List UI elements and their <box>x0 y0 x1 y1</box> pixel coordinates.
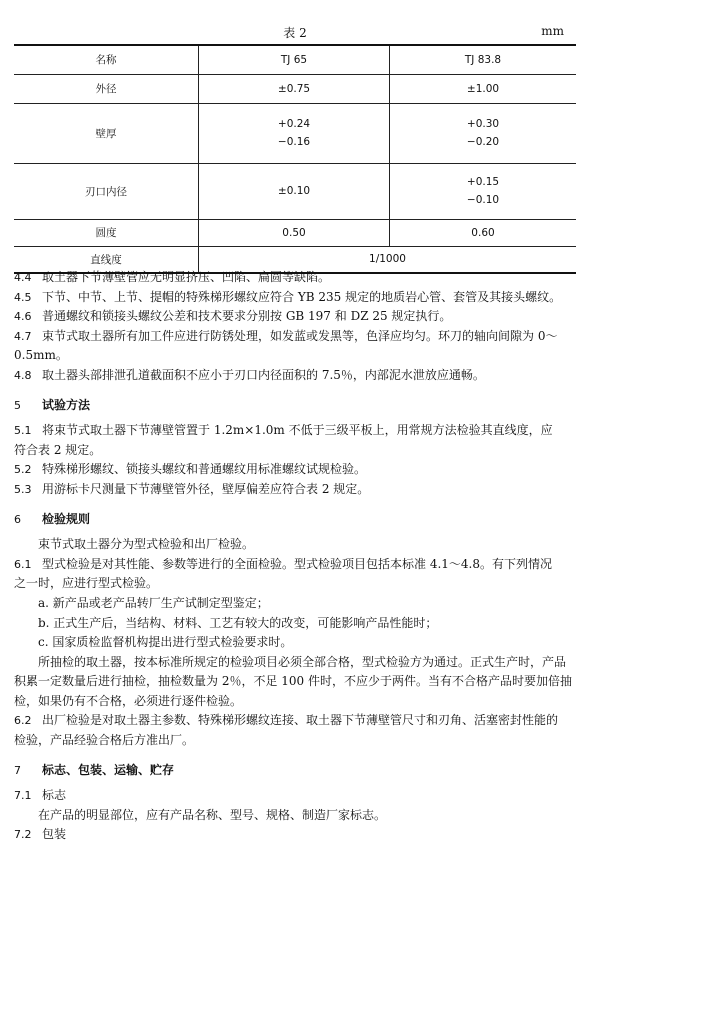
header-tj65: TJ 65 <box>199 45 390 74</box>
table-row <box>14 74 576 103</box>
cell-value: ±1.00 <box>390 74 577 103</box>
clause-number: 4.4 <box>14 271 32 284</box>
section-heading <box>14 510 580 530</box>
table-row <box>14 163 576 219</box>
row-name: 直线度 <box>14 246 199 273</box>
table-caption <box>14 24 576 42</box>
cell-value <box>199 103 390 163</box>
table-row <box>14 103 576 163</box>
clause-number: 5.2 <box>14 463 32 477</box>
upper-deviation: +0.30 <box>466 118 500 130</box>
clause-number: 7.2 <box>14 828 32 842</box>
clause <box>14 711 580 731</box>
clause <box>14 366 580 386</box>
header-name: 名称 <box>14 45 199 74</box>
paragraph-line: 积累一定数量后进行抽检，抽检数量为 2％，不足 100 件时，不应少于两件。当有不合格产品时要加倍抽 <box>14 674 572 689</box>
clause-text: 用游标卡尺测量下节薄壁管外径，壁厚偏差应符合表 2 规定。 <box>42 481 370 496</box>
clause-continuation: 检验，产品经验合格后方准出厂。 <box>14 733 195 748</box>
clause-number: 6.2 <box>14 714 32 728</box>
clause-text: 出厂检验是对取土器主参数、特殊梯形螺纹连接、取土器下节薄壁管尺寸和刃角、活塞密封性能的 <box>42 713 559 728</box>
row-name: 圆度 <box>14 219 199 246</box>
list-item: a. 新产品或老产品转厂生产试制定型鉴定； <box>38 595 269 610</box>
paragraph-line: 检，如果仍有不合格，必须进行逐件检验。 <box>14 693 243 708</box>
clause-number: 5.3 <box>14 482 32 496</box>
row-name: 刃口内径 <box>14 163 199 219</box>
section-title: 标志、包装、运输、贮存 <box>42 762 175 777</box>
clause <box>14 268 580 288</box>
clause <box>14 480 580 500</box>
clause-text: 束节式取土器所有加工件应进行防锈处理，如发蓝或发黑等，色泽应均匀。环刀的轴向间隙为 0～ <box>42 328 558 343</box>
document-body <box>14 268 580 845</box>
clause-number: 4.5 <box>14 290 32 304</box>
paragraph-line: 所抽检的取土器，按本标准所规定的检验项目必须全部合格，型式检验方为通过。正式生产时，产品 <box>38 654 567 669</box>
cell-value: 0.50 <box>199 219 390 246</box>
clause-title: 包装 <box>42 827 67 842</box>
upper-deviation: +0.15 <box>466 176 500 188</box>
clause-continuation: 之一时，应进行型式检验。 <box>14 576 159 591</box>
clause <box>14 460 580 480</box>
cell-value <box>390 163 577 219</box>
row-name: 壁厚 <box>14 103 199 163</box>
clause-text: 普通螺纹和锁接头螺纹公差和技术要求分别按 GB 197 和 DZ 25 规定执行。 <box>42 309 452 324</box>
clause-number: 7.1 <box>14 789 32 803</box>
cell-merged-value: 1/1000 <box>199 246 577 273</box>
header-tj838: TJ 83.8 <box>390 45 577 74</box>
clause <box>14 421 580 441</box>
table-title: 表 2 <box>283 26 307 40</box>
section-number: 7 <box>14 763 21 777</box>
cell-value <box>390 103 577 163</box>
clause-title: 标志 <box>42 788 67 803</box>
lower-deviation: −0.10 <box>466 194 500 206</box>
clause-text: 将束节式取土器下节薄壁管置于 1.2m×1.0m 不低于三级平板上，用常规方法检验其直线度，应 <box>42 423 553 438</box>
section-title: 试验方法 <box>42 397 91 412</box>
table-header-row <box>14 45 576 74</box>
lower-deviation: −0.20 <box>466 136 500 148</box>
cell-value: ±0.10 <box>199 163 390 219</box>
section-title: 检验规则 <box>42 511 91 526</box>
clause <box>14 555 580 575</box>
cell-value: 0.60 <box>390 219 577 246</box>
list-item: b. 正式生产后，当结构、材料、工艺有较大的改变，可能影响产品性能时； <box>38 615 438 630</box>
list-item: c. 国家质检监督机构提出进行型式检验要求时。 <box>38 635 293 650</box>
clause <box>14 786 580 806</box>
clause <box>14 307 580 327</box>
clause <box>14 825 580 845</box>
clause-number: 4.6 <box>14 310 32 324</box>
section-intro: 束节式取土器分为型式检验和出厂检验。 <box>38 537 255 552</box>
clause <box>14 288 580 308</box>
clause-number: 4.7 <box>14 329 32 343</box>
clause-text: 取土器头部排泄孔道截面积不应小于刃口内径面积的 7.5％，内部泥水泄放应通畅。 <box>42 367 485 382</box>
section-heading <box>14 396 580 416</box>
clause <box>14 327 580 347</box>
clause-text: 特殊梯形螺纹、锁接头螺纹和普通螺纹用标准螺纹试规检验。 <box>42 462 367 477</box>
row-name: 外径 <box>14 74 199 103</box>
table-unit: mm <box>541 24 564 38</box>
cell-value: ±0.75 <box>199 74 390 103</box>
clause-text: 取土器下节薄壁管应无明显挤压、凹陷、扁圆等缺陷。 <box>42 270 331 284</box>
clause-text: 下节、中节、上节、提帽的特殊梯形螺纹应符合 YB 235 规定的地质岩心管、套管及其接头螺纹。 <box>42 289 562 304</box>
upper-deviation: +0.24 <box>277 118 311 130</box>
section-heading <box>14 761 580 781</box>
clause-text: 在产品的明显部位，应有产品名称、型号、规格、制造厂家标志。 <box>38 807 387 822</box>
clause-number: 6.1 <box>14 557 32 571</box>
section-number: 5 <box>14 398 21 412</box>
clause-continuation: 符合表 2 规定。 <box>14 442 102 457</box>
section-number: 6 <box>14 512 21 526</box>
table-row <box>14 219 576 246</box>
clause-number: 4.8 <box>14 368 32 382</box>
clause-continuation: 0.5mm。 <box>14 348 68 363</box>
lower-deviation: −0.16 <box>277 136 311 148</box>
clause-text: 型式检验是对其性能、参数等进行的全面检验。型式检验项目包括本标准 4.1～4.8。有下列情况 <box>42 556 552 571</box>
clause-number: 5.1 <box>14 424 32 438</box>
tolerance-table <box>14 44 576 274</box>
